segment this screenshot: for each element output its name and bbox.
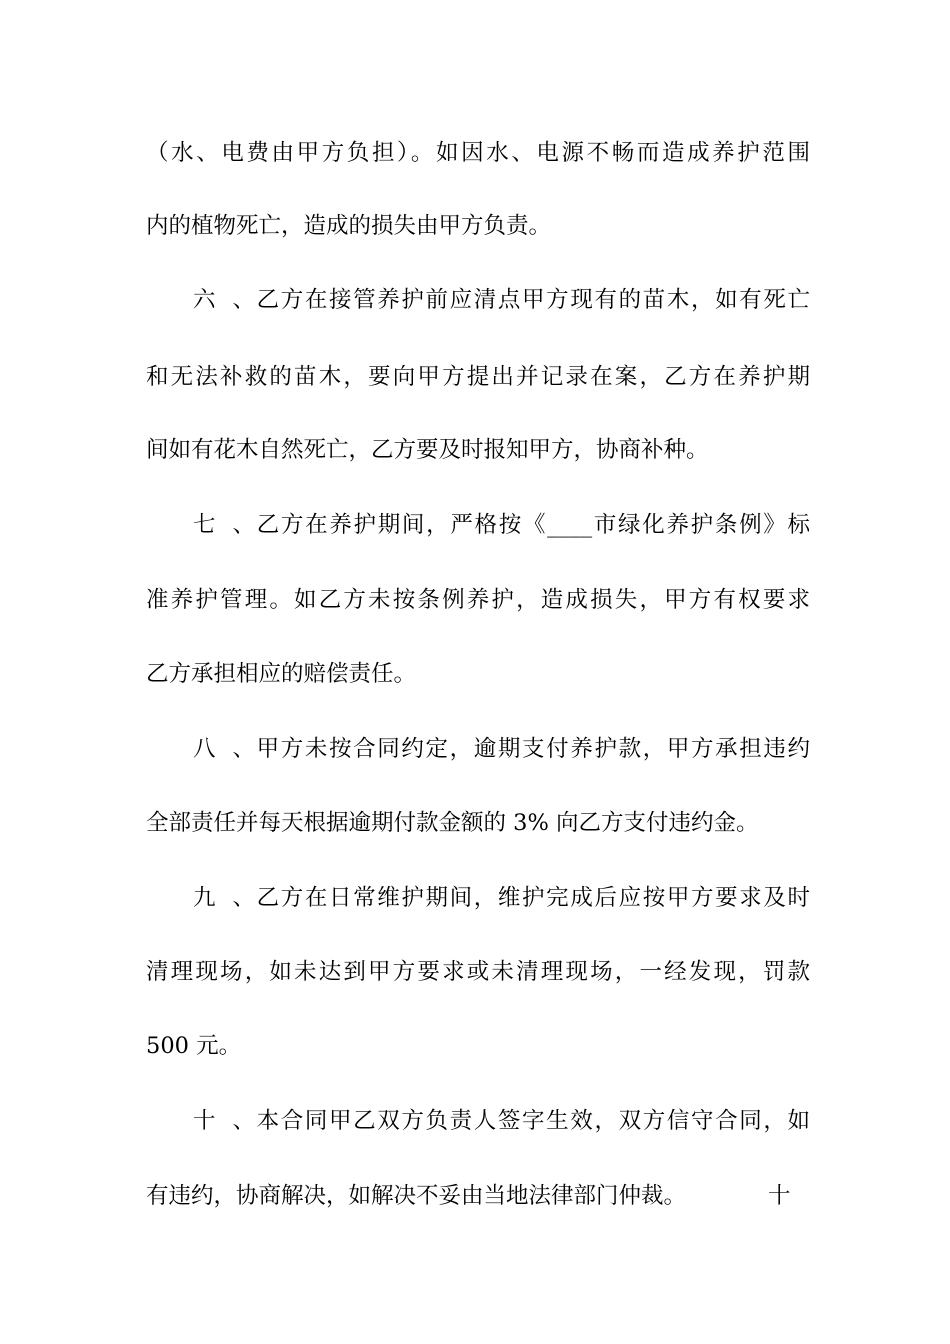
clause-10-line-1 bbox=[193, 1106, 810, 1136]
paragraph-line: 全部责任并每天根据逾期付款金额的 3% 向乙方支付违约金。 bbox=[146, 810, 759, 836]
paragraph-line: 乙方承担相应的赔偿责任。 bbox=[146, 661, 417, 687]
clause-text: 乙方在日常维护期间，维护完成后应按甲方要求及时 bbox=[255, 885, 810, 911]
paragraph-line: 间如有花木自然死亡，乙方要及时报知甲方，协商补种。 bbox=[146, 437, 709, 463]
clause-number: 七、 bbox=[193, 512, 255, 538]
next-clause-number: 十 bbox=[768, 1183, 791, 1209]
clause-8-line-1 bbox=[193, 734, 810, 764]
paragraph-line: 和无法补救的苗木，要向甲方提出并记录在案，乙方在养护期 bbox=[146, 364, 810, 390]
clause-text: 甲方未按合同约定，逾期支付养护款，甲方承担违约 bbox=[255, 736, 810, 762]
paragraph-line: 内的植物死亡，造成的损失由甲方负责。 bbox=[146, 213, 552, 239]
clause-text: 本合同甲乙双方负责人签字生效，双方信守合同，如 bbox=[255, 1108, 810, 1134]
paragraph-line: （水、电费由甲方负担）。如因水、电源不畅而造成养护范围 bbox=[146, 140, 810, 166]
clause-7-line-1 bbox=[193, 510, 810, 540]
paragraph-line: 有违约，协商解决，如解决不妥由当地法律部门仲裁。 bbox=[146, 1183, 687, 1209]
clause-9-line-1 bbox=[193, 883, 810, 913]
clause-text: 乙方在养护期间，严格按《____市绿化养护条例》标 bbox=[255, 512, 810, 538]
paragraph-line: 清理现场，如未达到甲方要求或未清理现场，一经发现，罚款 bbox=[146, 959, 810, 985]
clause-number: 十、 bbox=[193, 1108, 255, 1134]
clause-text: 乙方在接管养护前应清点甲方现有的苗木，如有死亡 bbox=[255, 287, 810, 313]
clause-number: 六、 bbox=[193, 287, 255, 313]
paragraph-line: 准养护管理。如乙方未按条例养护，造成损失，甲方有权要求 bbox=[146, 587, 810, 613]
clause-number: 九、 bbox=[193, 885, 255, 911]
paragraph-line: 500 元。 bbox=[146, 1033, 242, 1059]
clause-6-line-1 bbox=[193, 285, 810, 315]
clause-number: 八、 bbox=[193, 736, 255, 762]
